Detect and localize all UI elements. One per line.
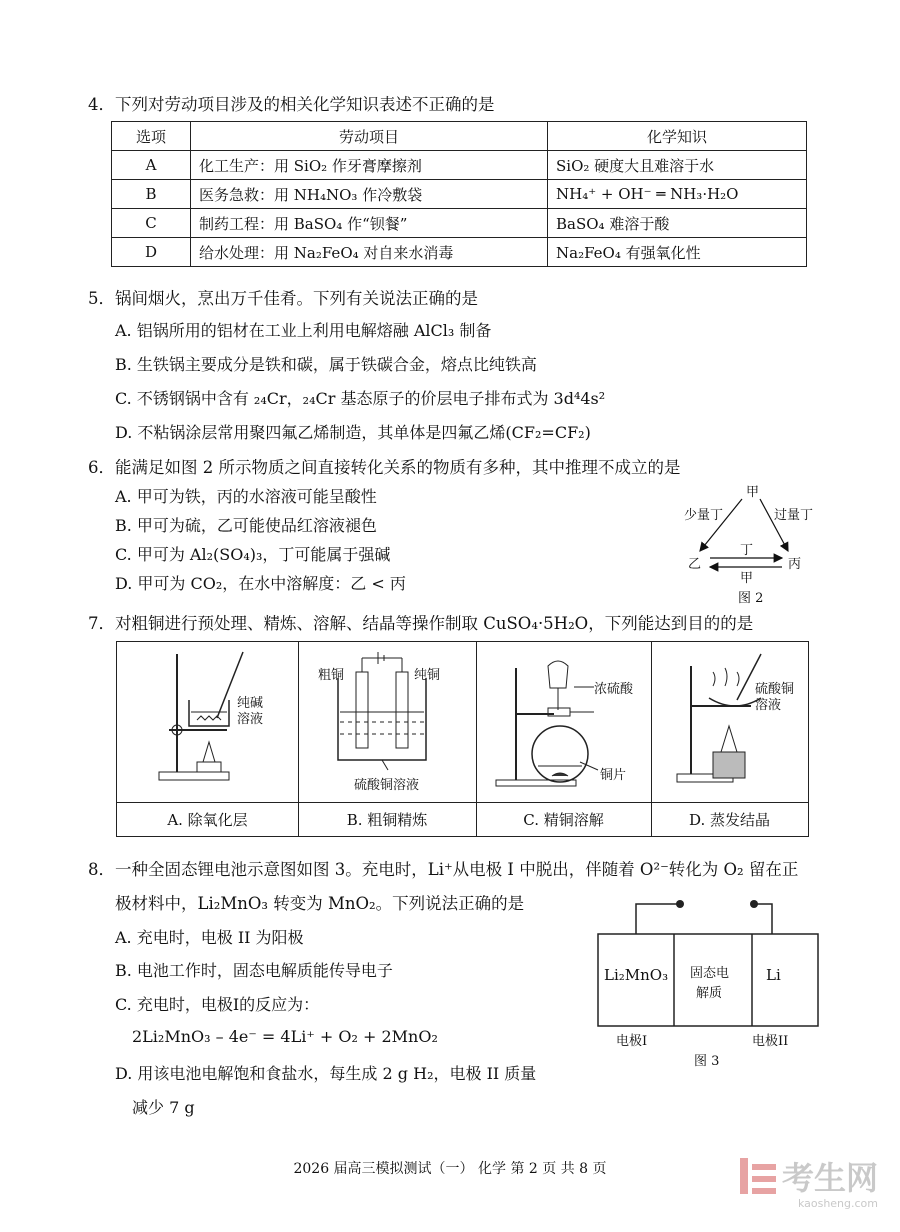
q8-option-a: A. 充电时，电极 II 为阳极	[115, 928, 304, 947]
node-yi: 乙	[688, 557, 702, 572]
apparatus-c	[476, 642, 652, 836]
table-row	[112, 209, 807, 238]
label-cuso4-d: 硫酸铜	[755, 682, 795, 697]
q8-stem-line2: 极材料中，Li₂MnO₃ 转变为 MnO₂。下列说法正确的是	[115, 894, 525, 913]
label-chuntong: 纯铜	[414, 668, 441, 683]
q5-option-b: B. 生铁锅主要成分是铁和碳，属于铁碳合金，熔点比纯铁高	[115, 355, 537, 374]
q6-option-a: A. 甲可为铁，丙的水溶液可能呈酸性	[115, 487, 377, 506]
row-project: 制药工程：用 BaSO₄ 作“钡餐”	[191, 209, 548, 238]
box-li2mno3: Li₂MnO₃	[604, 966, 669, 984]
table-row	[112, 238, 807, 267]
q5-stem: 5．锅间烟火，烹出万千佳肴。下列有关说法正确的是	[88, 289, 478, 308]
electrode-1-label: 电极I	[616, 1034, 648, 1049]
apparatus-d	[651, 642, 808, 836]
q5-option-d: D. 不粘锅涂层常用聚四氟乙烯制造，其单体是四氟乙烯(CF₂=CF₂)	[115, 423, 591, 442]
edge-label-left: 少量丁	[684, 508, 724, 523]
row-option: B	[112, 180, 191, 209]
row-knowledge: Na₂FeO₄ 有强氧化性	[548, 238, 807, 267]
q5-option-a: A. 铝锅所用的铝材在工业上利用电解熔融 AlCl₃ 制备	[115, 321, 492, 340]
watermark-logo-icon	[740, 1158, 776, 1194]
apparatus-b	[298, 642, 477, 836]
q8-option-c-equation: 2Li₂MnO₃ – 4e⁻ = 4Li⁺ + O₂ + 2MnO₂	[132, 1027, 438, 1046]
caption-d: D. 蒸发结晶	[651, 802, 808, 837]
figure-2-caption: 图 2	[738, 591, 764, 606]
q6-option-b: B. 甲可为硫，乙可能使品红溶液褪色	[115, 516, 377, 535]
label-rongye-d: 溶液	[755, 698, 782, 713]
box-electrolyte-2: 解质	[696, 986, 723, 1001]
header-knowledge: 化学知识	[548, 122, 807, 151]
node-jia: 甲	[746, 485, 760, 500]
row-project: 给水处理：用 Na₂FeO₄ 对自来水消毒	[191, 238, 548, 267]
figure-3	[596, 896, 826, 1068]
row-option: A	[112, 151, 191, 180]
q4-table	[111, 121, 807, 267]
label-nongliusuan: 浓硫酸	[594, 682, 634, 697]
q7-apparatus-table	[116, 641, 809, 837]
q8-option-b: B. 电池工作时，固态电解质能传导电子	[115, 961, 393, 980]
row-knowledge: BaSO₄ 难溶于酸	[548, 209, 807, 238]
q6-stem: 6．能满足如图 2 所示物质之间直接转化关系的物质有多种，其中推理不成立的是	[88, 458, 681, 477]
label-cuso4-b: 硫酸铜溶液	[354, 778, 420, 793]
caption-a: A. 除氧化层	[117, 802, 298, 837]
label-chunjian: 纯碱	[237, 696, 264, 711]
figure-3-caption: 图 3	[694, 1054, 720, 1069]
table-row	[112, 151, 807, 180]
figure-2	[676, 481, 836, 606]
box-electrolyte-1: 固态电	[690, 966, 730, 981]
header-option: 选项	[112, 122, 191, 151]
q4-stem: 4．下列对劳动项目涉及的相关化学知识表述不正确的是	[88, 95, 495, 114]
row-project: 医务急救：用 NH₄NO₃ 作冷敷袋	[191, 180, 548, 209]
q8-option-d-cont: 减少 7 g	[132, 1098, 195, 1117]
header-project: 劳动项目	[191, 122, 548, 151]
box-li: Li	[766, 966, 781, 984]
caption-c: C. 精铜溶解	[476, 802, 651, 837]
row-option: D	[112, 238, 191, 267]
q5-option-c: C. 不锈钢锅中含有 ₂₄Cr，₂₄Cr 基态原子的价层电子排布式为 3d⁴4s²	[115, 389, 606, 408]
q8-option-c: C. 充电时，电极I的反应为：	[115, 995, 320, 1014]
label-cutong: 粗铜	[318, 668, 345, 683]
apparatus-a	[117, 642, 299, 836]
label-rongye-a: 溶液	[237, 712, 264, 727]
label-tongpian: 铜片	[600, 768, 627, 783]
q7-stem: 7．对粗铜进行预处理、精炼、溶解、结晶等操作制取 CuSO₄·5H₂O，下列能达到目的的是	[88, 614, 754, 633]
table-row	[112, 180, 807, 209]
page-footer: 2026 届高三模拟测试（一） 化学 第 2 页 共 8 页	[293, 1161, 607, 1177]
electrode-2-label: 电极II	[752, 1034, 789, 1049]
row-knowledge: NH₄⁺ + OH⁻ ═ NH₃·H₂O	[548, 180, 807, 209]
row-option: C	[112, 209, 191, 238]
watermark	[740, 1153, 878, 1210]
row-project: 化工生产：用 SiO₂ 作牙膏摩擦剂	[191, 151, 548, 180]
apparatus-d-drawing	[651, 642, 808, 802]
edge-label-jia: 甲	[740, 571, 754, 586]
q6-option-d: D. 甲可为 CO₂，在水中溶解度：乙 < 丙	[115, 574, 406, 593]
apparatus-a-drawing	[117, 642, 298, 802]
q6-option-c: C. 甲可为 Al₂(SO₄)₃，丁可能属于强碱	[115, 545, 391, 564]
edge-label-ding: 丁	[740, 543, 754, 558]
caption-b: B. 粗铜精炼	[298, 802, 476, 837]
watermark-domain: kaosheng.com	[797, 1197, 878, 1210]
table-header-row	[112, 122, 807, 151]
q8-option-d: D. 用该电池电解饱和食盐水，每生成 2 g H₂，电极 II 质量	[115, 1064, 537, 1083]
q8-stem-line1: 8．一种全固态锂电池示意图如图 3。充电时，Li⁺从电极 I 中脱出，伴随着 O²⁻转化为 O₂ 留在正	[88, 860, 799, 879]
watermark-brand: 考生网	[781, 1159, 878, 1197]
row-knowledge: SiO₂ 硬度大且难溶于水	[548, 151, 807, 180]
node-bing: 丙	[788, 557, 802, 572]
edge-label-right: 过量丁	[774, 508, 814, 523]
